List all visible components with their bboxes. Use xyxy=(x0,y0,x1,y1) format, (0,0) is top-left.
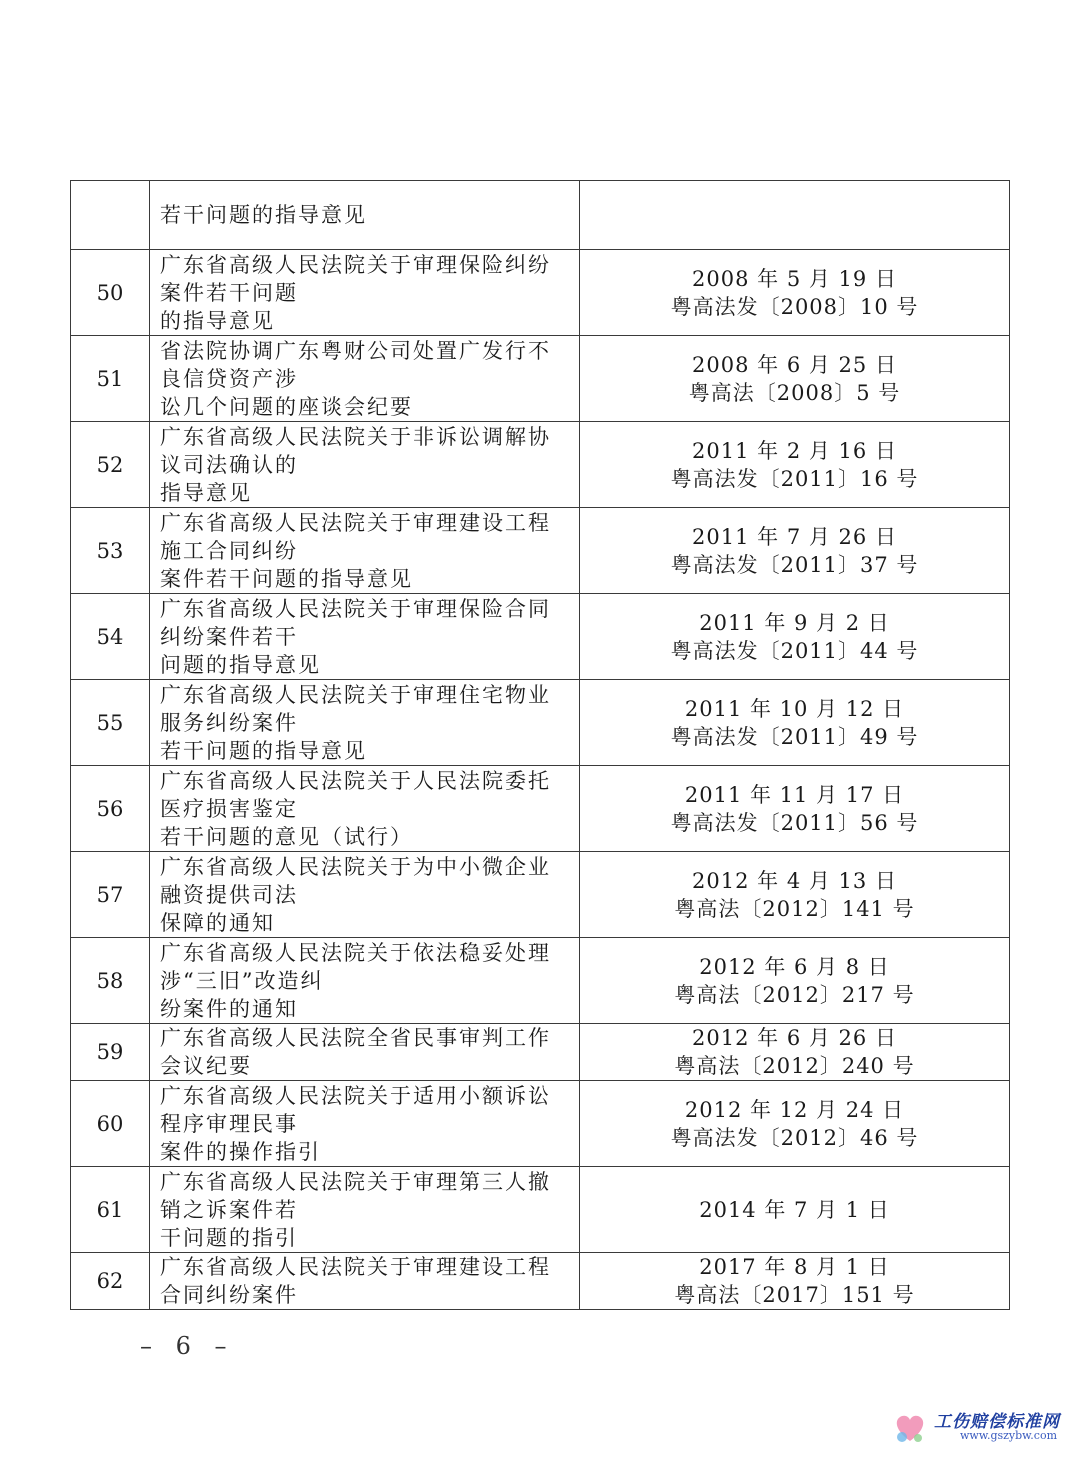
row-number: 53 xyxy=(71,508,150,594)
row-number: 59 xyxy=(71,1024,150,1081)
document-title-line: 广东省高级人民法院关于审理保险纠纷案件若干问题 xyxy=(160,252,551,305)
table-row xyxy=(71,422,1010,508)
document-number: 粤高法发〔2011〕49 号 xyxy=(670,724,919,749)
document-number: 粤高法〔2012〕240 号 xyxy=(674,1054,915,1078)
document-number: 粤高法发〔2011〕16 号 xyxy=(670,466,919,491)
issue-date: 2017 年 8 月 1 日 xyxy=(699,1255,890,1279)
issue-date: 2011 年 2 月 16 日 xyxy=(692,438,897,463)
heart-logo-icon xyxy=(890,1407,930,1447)
issue-date: 2012 年 12 月 24 日 xyxy=(684,1097,905,1122)
document-title-line: 若干问题的指导意见 xyxy=(160,203,367,227)
row-number: 51 xyxy=(71,336,150,422)
document-title-cell xyxy=(150,1081,580,1167)
issue-date: 2012 年 4 月 13 日 xyxy=(692,868,897,893)
document-title-cell xyxy=(150,766,580,852)
table-row xyxy=(71,508,1010,594)
issue-date: 2011 年 7 月 26 日 xyxy=(692,524,897,549)
date-doc-number-cell xyxy=(580,594,1010,680)
issue-date: 2008 年 5 月 19 日 xyxy=(692,266,897,291)
document-title-line: 若干问题的指导意见 xyxy=(160,738,367,763)
date-doc-number-cell xyxy=(580,250,1010,336)
document-title-line: 广东省高级人民法院关于依法稳妥处理涉“三旧”改造纠 xyxy=(160,940,551,993)
document-title-cell xyxy=(150,1253,580,1310)
table-row xyxy=(71,594,1010,680)
date-doc-number-cell xyxy=(580,766,1010,852)
document-title-line: 广东省高级人民法院关于为中小微企业融资提供司法 xyxy=(160,854,551,907)
document-title-line: 问题的指导意见 xyxy=(160,652,321,677)
row-number: 61 xyxy=(71,1167,150,1253)
table-row xyxy=(71,1024,1010,1081)
table-row xyxy=(71,1167,1010,1253)
page-number: – 6 – xyxy=(140,1332,235,1360)
issue-date: 2012 年 6 月 8 日 xyxy=(699,954,890,979)
document-title-line: 广东省高级人民法院关于审理住宅物业服务纠纷案件 xyxy=(160,682,551,735)
document-number: 粤高法发〔2011〕37 号 xyxy=(670,552,919,577)
date-doc-number-cell xyxy=(580,1081,1010,1167)
document-title-line: 广东省高级人民法院关于适用小额诉讼程序审理民事 xyxy=(160,1083,551,1136)
date-doc-number-cell xyxy=(580,1253,1010,1310)
document-title-line: 广东省高级人民法院关于非诉讼调解协议司法确认的 xyxy=(160,424,551,477)
row-number: 57 xyxy=(71,852,150,938)
document-title-cell xyxy=(150,336,580,422)
row-number: 60 xyxy=(71,1081,150,1167)
document-title-cell xyxy=(150,852,580,938)
document-title-line: 案件的操作指引 xyxy=(160,1139,321,1164)
date-doc-number-cell xyxy=(580,1024,1010,1081)
table-row xyxy=(71,181,1010,250)
document-title-line: 广东省高级人民法院关于审理建设工程施工合同纠纷 xyxy=(160,510,551,563)
document-title-line: 干问题的指引 xyxy=(160,1225,298,1250)
table-row xyxy=(71,938,1010,1024)
document-title-cell xyxy=(150,508,580,594)
table-row xyxy=(71,766,1010,852)
document-title-line: 广东省高级人民法院关于人民法院委托医疗损害鉴定 xyxy=(160,768,551,821)
document-number: 粤高法发〔2011〕44 号 xyxy=(670,638,919,663)
issue-date: 2014 年 7 月 1 日 xyxy=(699,1197,890,1222)
document-title-cell xyxy=(150,181,580,250)
issue-date: 2011 年 9 月 2 日 xyxy=(699,610,890,635)
date-doc-number-cell xyxy=(580,336,1010,422)
document-title-line: 广东省高级人民法院关于审理第三人撤销之诉案件若 xyxy=(160,1169,551,1222)
table-row xyxy=(71,680,1010,766)
document-title-cell xyxy=(150,1167,580,1253)
document-title-line: 省法院协调广东粤财公司处置广发行不良信贷资产涉 xyxy=(160,338,551,391)
row-number: 58 xyxy=(71,938,150,1024)
document-title-cell xyxy=(150,422,580,508)
document-title-line: 的指导意见 xyxy=(160,308,275,333)
document-number: 粤高法〔2012〕141 号 xyxy=(674,896,915,921)
table-row xyxy=(71,336,1010,422)
document-title-line: 保障的通知 xyxy=(160,910,275,935)
row-number: 62 xyxy=(71,1253,150,1310)
document-title-line: 广东省高级人民法院关于审理建设工程合同纠纷案件 xyxy=(160,1255,551,1307)
table-row xyxy=(71,1253,1010,1310)
row-number: 54 xyxy=(71,594,150,680)
document-title-line: 讼几个问题的座谈会纪要 xyxy=(160,394,413,419)
document-title-cell xyxy=(150,594,580,680)
watermark-url: www.gszybw.com xyxy=(960,1429,1057,1442)
document-title-line: 指导意见 xyxy=(160,480,252,505)
document-title-line: 案件若干问题的指导意见 xyxy=(160,566,413,591)
issue-date: 2012 年 6 月 26 日 xyxy=(692,1026,897,1050)
row-number: 52 xyxy=(71,422,150,508)
table-row xyxy=(71,250,1010,336)
document-title-cell xyxy=(150,680,580,766)
date-doc-number-cell xyxy=(580,181,1010,250)
document-number: 粤高法〔2017〕151 号 xyxy=(674,1283,915,1307)
document-title-cell xyxy=(150,1024,580,1081)
table-row xyxy=(71,852,1010,938)
date-doc-number-cell xyxy=(580,1167,1010,1253)
date-doc-number-cell xyxy=(580,852,1010,938)
document-number: 粤高法发〔2012〕46 号 xyxy=(670,1125,919,1150)
regulations-table xyxy=(70,180,1010,1310)
document-title-line: 广东省高级人民法院全省民事审判工作会议纪要 xyxy=(160,1026,551,1078)
watermark-text: 工伤赔偿标准网 xyxy=(934,1412,1060,1432)
date-doc-number-cell xyxy=(580,680,1010,766)
site-watermark xyxy=(890,1405,1060,1449)
document-number: 粤高法〔2008〕5 号 xyxy=(688,380,901,405)
document-title-cell xyxy=(150,250,580,336)
date-doc-number-cell xyxy=(580,508,1010,594)
document-number: 粤高法发〔2011〕56 号 xyxy=(670,810,919,835)
document-title-line: 若干问题的意见（试行） xyxy=(160,824,413,849)
issue-date: 2008 年 6 月 25 日 xyxy=(692,352,897,377)
document-number: 粤高法〔2012〕217 号 xyxy=(674,982,915,1007)
row-number: 56 xyxy=(71,766,150,852)
date-doc-number-cell xyxy=(580,938,1010,1024)
row-number: 50 xyxy=(71,250,150,336)
row-number xyxy=(71,181,150,250)
row-number: 55 xyxy=(71,680,150,766)
date-doc-number-cell xyxy=(580,422,1010,508)
document-title-cell xyxy=(150,938,580,1024)
table-row xyxy=(71,1081,1010,1167)
document-title-line: 纷案件的通知 xyxy=(160,996,298,1021)
issue-date: 2011 年 11 月 17 日 xyxy=(684,782,905,807)
issue-date: 2011 年 10 月 12 日 xyxy=(684,696,905,721)
document-number: 粤高法发〔2008〕10 号 xyxy=(670,294,919,319)
document-title-line: 广东省高级人民法院关于审理保险合同纠纷案件若干 xyxy=(160,596,551,649)
